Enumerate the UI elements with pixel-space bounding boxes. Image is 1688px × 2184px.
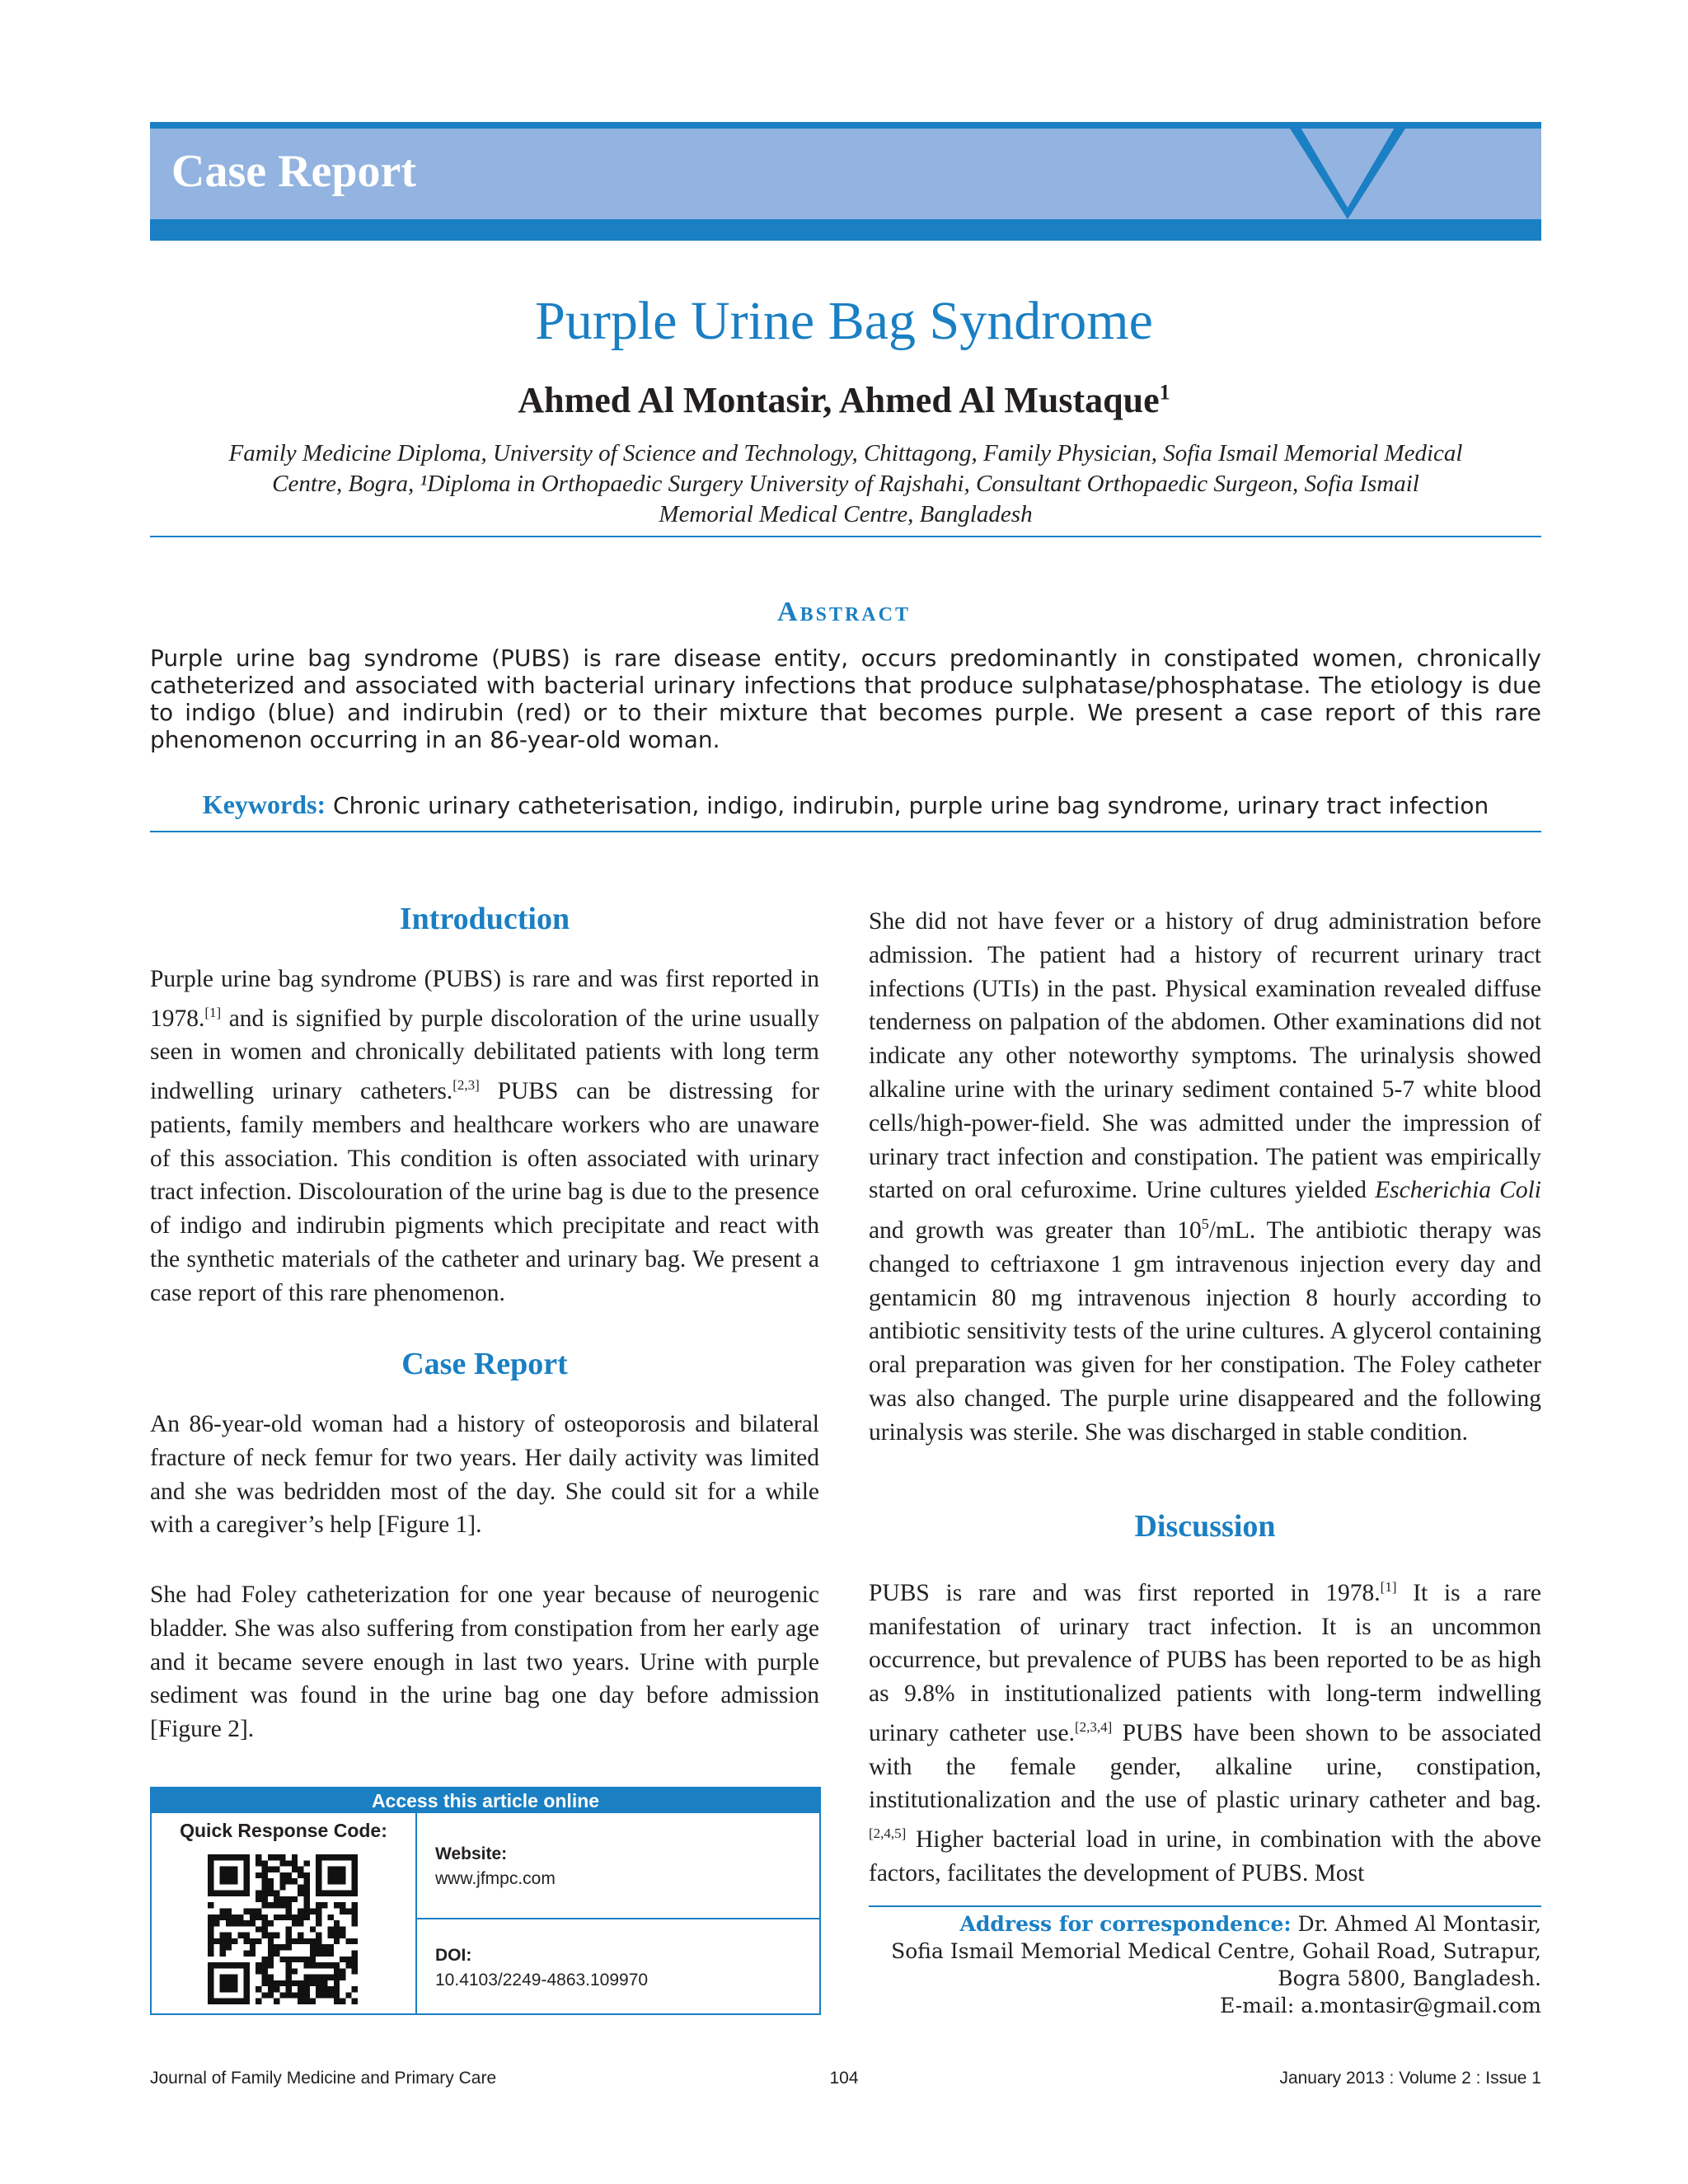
- footer-journal-name: Journal of Family Medicine and Primary Care: [150, 2069, 497, 2088]
- correspondence-name: Dr. Ahmed Al Montasir,: [1291, 1912, 1541, 1936]
- discussion-sentence: Higher bacterial load in urine, in combination with the above factors, facilitates the development of PUBS. Most: [869, 1826, 1541, 1886]
- website-link[interactable]: www.jfmpc.com: [435, 1869, 556, 1888]
- exponent: 5: [1201, 1216, 1209, 1233]
- keywords-label: Keywords:: [202, 790, 326, 819]
- discussion-text: [869, 1571, 1541, 1891]
- discussion-sentence: PUBS have been shown to be associated with the female gender, alkaline urine, constipation, institutionalization and the use of plastic urinary catheter and bag.: [869, 1719, 1542, 1814]
- doi-link[interactable]: 10.4103/2249-4863.109970: [435, 1971, 649, 1990]
- author-names: Ahmed Al Montasir, Ahmed Al Mustaque: [518, 380, 1160, 420]
- case-report-heading: Case Report: [401, 1347, 568, 1381]
- citation-ref[interactable]: [2,3]: [452, 1077, 480, 1094]
- affiliation-line: Memorial Medical Centre, Bangladesh: [659, 501, 1033, 527]
- case-report-sentence: She did not have fever or a history of drug administration before admission. The patient had a history of recurrent urinary tract infections (UTIs) in the past. Physical examination revealed diffuse tenderness on palpation of the abdomen. Other examinations did not indicate any other noteworthy symptoms. The urinalysis showed alkaline urine with the urinary sediment contained 5-7 white blood cells/high-power-field. She was admitted under the impression of urinary tract infection and constipation. The patient was empirically started on oral cefuroxime. Urine cultures yielded: [869, 908, 1541, 1204]
- discussion-sentence: It is a rare manifestation of urinary tract infection. It is an uncommon occurrence, but prevalence of PUBS has been reported to be as high as 9.8% in institutionalized patients with long-term indwelling urinary catheter use.: [869, 1579, 1542, 1746]
- correspondence-label: Address for correspondence:: [959, 1912, 1292, 1936]
- correspondence-block: [869, 1910, 1541, 2019]
- discussion-heading: Discussion: [1134, 1509, 1276, 1544]
- introduction-sentence: and is signified by purple discoloration of the urine usually seen in women and chronically debilitated patients with long term indwelling urinary catheters.: [150, 1005, 819, 1105]
- affiliation: [150, 438, 1541, 530]
- organism-name: Escherichia Coli: [1375, 1177, 1541, 1204]
- introduction-sentence: PUBS can be distressing for patients, family members and healthcare workers who are unaware of this association. This condition is often associated with urinary tract infection. Discolouration of the urine bag is due to the presence of indigo and indirubin pigments which precipitate and react with the synthetic materials of the catheter and urinary bag. We present a case report of this rare phenomenon.: [150, 1078, 819, 1306]
- banner-title: Case Report: [171, 146, 417, 197]
- case-report-paragraph: [150, 1578, 819, 1746]
- affiliation-line: Family Medicine Diploma, University of Science and Technology, Chittagong, Family Physician, Sofia Ismail Memorial Medical: [228, 440, 1463, 466]
- citation-ref[interactable]: [1]: [204, 1004, 222, 1020]
- keywords-text: Chronic urinary catheterisation, indigo, indirubin, purple urine bag syndrome, urinary tract infection: [333, 792, 1489, 819]
- correspondence-divider: [869, 1905, 1541, 1907]
- affiliation-line: Centre, Bogra, ¹Diploma in Orthopaedic Surgery University of Rajshahi, Consultant Orthopaedic Surgeon, Sofia Ismail: [272, 471, 1419, 497]
- author-affiliation-marker: 1: [1159, 380, 1170, 405]
- abstract-text: Purple urine bag syndrome (PUBS) is rare disease entity, occurs predominantly in constipated women, chronically catheterized and associated with bacterial urinary infections that produce sulphatase/phosphatase. The etiology is due to indigo (blue) and indirubin (red) or to their mixture that becomes purple. We present a case report of this rare phenomenon occurring in an 86-year-old woman.: [150, 644, 1541, 753]
- qr-code-label: Quick Response Code:: [180, 1820, 387, 1841]
- banner-bottom-bar: [150, 219, 1541, 241]
- title-divider: [150, 536, 1541, 537]
- website-label: Website:: [435, 1844, 508, 1863]
- access-box-divider: [415, 1813, 417, 2013]
- abstract-heading: Abstract: [777, 597, 911, 627]
- correspondence-address: Sofia Ismail Memorial Medical Centre, Gohail Road, Sutrapur,: [891, 1939, 1541, 1963]
- case-report-paragraph: [150, 1408, 819, 1542]
- authors: [0, 379, 1688, 421]
- article-title: Purple Urine Bag Syndrome: [535, 291, 1153, 351]
- qr-code-icon[interactable]: [208, 1854, 358, 2004]
- case-report-paragraph-text: She had Foley catheterization for one year because of neurogenic bladder. She was also suffering from constipation from her early age and it became severe enough in last two years. Urine with purple sediment was found in the urine bag one day before admission [Figure 2].: [150, 1582, 819, 1743]
- abstract-divider: [150, 831, 1541, 832]
- access-box-header: Access this article online: [152, 1788, 819, 1813]
- introduction-text: [150, 963, 819, 1310]
- doi-label: DOI:: [435, 1946, 472, 1965]
- access-article-box: [150, 1787, 821, 2015]
- access-box-divider: [417, 1918, 819, 1919]
- citation-ref[interactable]: [2,4,5]: [869, 1825, 907, 1842]
- citation-ref[interactable]: [2,3,4]: [1074, 1719, 1113, 1736]
- case-report-continued: [869, 905, 1541, 1450]
- keywords: [150, 790, 1541, 820]
- banner-chevron-icon: [1286, 122, 1409, 221]
- correspondence-address: Bogra 5800, Bangladesh.: [1278, 1966, 1541, 1990]
- case-report-sentence: and growth was greater than 10: [869, 1217, 1202, 1244]
- footer-page-number: 104: [829, 2069, 859, 2088]
- introduction-sentence: Purple urine bag syndrome (PUBS) is rare and was first reported in 1978.: [150, 966, 819, 1032]
- citation-ref[interactable]: [1]: [1380, 1579, 1397, 1595]
- introduction-heading: Introduction: [399, 902, 570, 936]
- footer-issue: January 2013 : Volume 2 : Issue 1: [1279, 2069, 1541, 2088]
- case-report-paragraph-text: An 86-year-old woman had a history of osteoporosis and bilateral fracture of neck femur for two years. Her daily activity was limited and she was bedridden most of the day. She could sit for a while with a caregiver’s help [Figure 1].: [150, 1411, 819, 1539]
- qr-code-modules: [208, 1854, 358, 2004]
- case-report-sentence: /mL. The antibiotic therapy was changed to ceftriaxone 1 gm intravenous injection every day and gentamicin 80 mg intravenous injection 8 hourly according to antibiotic sensitivity tests of the urine cultures. A glycerol containing oral preparation was given for her constipation. The Foley catheter was also changed. The purple urine disappeared and the following urinalysis was sterile. She was discharged in stable condition.: [869, 1217, 1541, 1446]
- discussion-sentence: PUBS is rare and was first reported in 1978.: [869, 1579, 1381, 1606]
- correspondence-email[interactable]: E-mail: a.montasir@gmail.com: [1220, 1994, 1541, 2018]
